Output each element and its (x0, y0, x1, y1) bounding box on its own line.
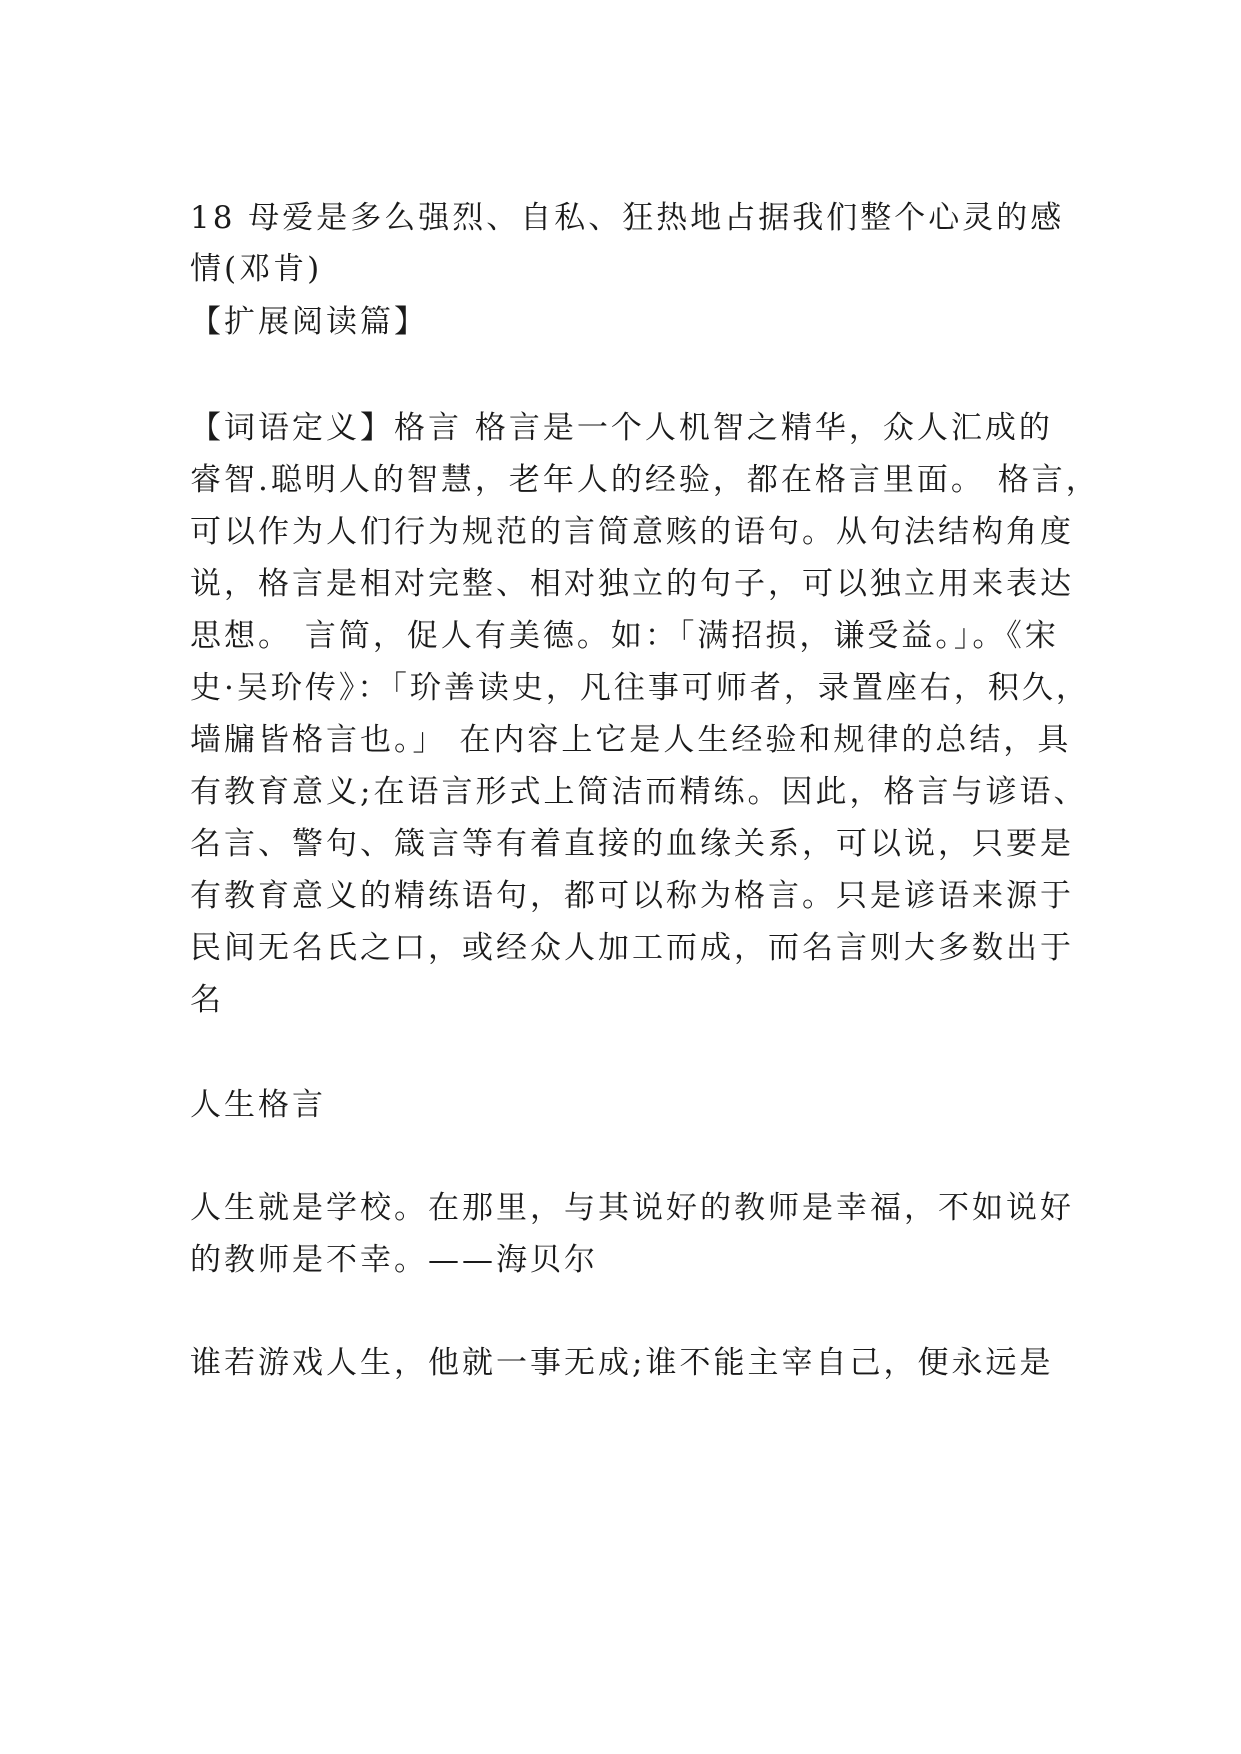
definition-line-8: 有教育意义;在语言形式上简洁而精练。因此，格言与谚语、 (190, 774, 1088, 810)
definition-line-2: 睿智.聪明人的智慧，老年人的经验，都在格言里面。 格言， (190, 462, 1100, 498)
title-line-2: 情(邓肯) (190, 251, 323, 287)
quote2-line-1: 谁若游戏人生，他就一事无成;谁不能主宰自己，便永远是 (190, 1345, 1054, 1381)
definition-line-9: 名言、警句、箴言等有着直接的血缘关系，可以说，只要是 (190, 826, 1074, 862)
definition-line-5: 思想。 言简，促人有美德。如：「满招损，谦受益。」。《宋 (190, 618, 1059, 654)
definition-line-3: 可以作为人们行为规范的言简意赅的语句。从句法结构角度 (190, 514, 1074, 550)
definition-line-12: 名 (190, 982, 224, 1018)
subheading: 人生格言 (190, 1087, 326, 1123)
section-heading: 【扩展阅读篇】 (190, 304, 428, 340)
definition-line-11: 民间无名氏之口，或经众人加工而成，而名言则大多数出于 (190, 930, 1074, 966)
title-line-1: 18 母爱是多么强烈、自私、狂热地占据我们整个心灵的感 (190, 200, 1065, 236)
definition-line-6: 史·吴玠传》：「玠善读史，凡往事可师者，录置座右，积久， (190, 670, 1090, 706)
quote1-line-1: 人生就是学校。在那里，与其说好的教师是幸福，不如说好 (190, 1190, 1074, 1226)
definition-line-7: 墙牖皆格言也。」 在内容上它是人生经验和规律的总结，具 (190, 722, 1072, 758)
definition-line-1: 【词语定义】格言 格言是一个人机智之精华，众人汇成的 (190, 410, 1053, 446)
definition-line-4: 说，格言是相对完整、相对独立的句子，可以独立用来表达 (190, 566, 1074, 602)
quote1-line-2: 的教师是不幸。——海贝尔 (190, 1242, 598, 1278)
definition-line-10: 有教育意义的精练语句，都可以称为格言。只是谚语来源于 (190, 878, 1074, 914)
